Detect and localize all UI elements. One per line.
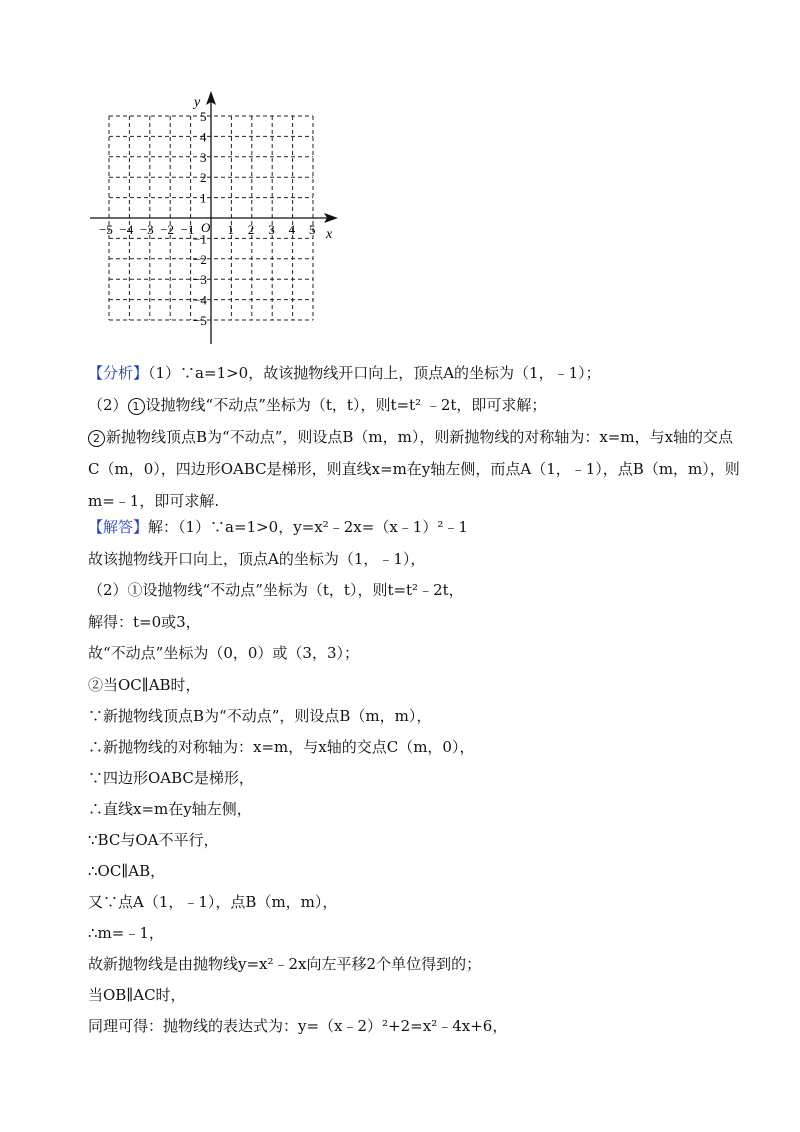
y-tick-label: −5 bbox=[193, 313, 207, 328]
y-tick-label: −1 bbox=[193, 231, 207, 247]
y-tick-label: −3 bbox=[193, 272, 207, 288]
analysis-text-2b: 设抛物线“不动点”坐标为（t，t），则t=t² ﹣2t，即可求解； bbox=[145, 396, 547, 414]
x-tick-label: 2 bbox=[247, 222, 255, 237]
solution-line-10: ∵BC与OA不平行， bbox=[88, 831, 219, 849]
analysis-text-1: （1）∵a=1>0，故该抛物线开口向上，顶点A的坐标为（1，﹣1）； bbox=[148, 364, 601, 382]
x-tick-label: 1 bbox=[227, 222, 234, 237]
solution-line-2: （2）①设抛物线“不动点”坐标为（t，t），则t=t²﹣2t， bbox=[88, 581, 464, 599]
analysis-line-3 bbox=[88, 427, 733, 447]
y-tick-label: −2 bbox=[193, 251, 207, 267]
solution-line-0 bbox=[88, 517, 468, 537]
solution-line-7: ∴新抛物线的对称轴为：x=m，与x轴的交点C（m，0）， bbox=[88, 738, 475, 756]
x-axis-label: x bbox=[326, 227, 333, 242]
x-tick-label: −2 bbox=[160, 222, 175, 237]
circled-number-1: 1 bbox=[128, 398, 145, 415]
solution-line-14: 故新抛物线是由抛物线y=x²﹣2x向左平移2个单位得到的； bbox=[88, 955, 482, 973]
analysis-line-2 bbox=[88, 395, 546, 415]
y-tick-label: 1 bbox=[200, 190, 207, 206]
analysis-line-5: m=﹣1，即可求解. bbox=[88, 492, 220, 510]
axes bbox=[90, 91, 338, 344]
coordinate-grid-figure bbox=[88, 88, 348, 348]
origin-label: O bbox=[201, 220, 211, 235]
analysis-text-3: 新抛物线顶点B为“不动点”，则设点B（m，m），则新抛物线的对称轴为：x=m，与x轴的交点 bbox=[106, 428, 734, 446]
solution-line-1: 故该抛物线开口向上，顶点A的坐标为（1，﹣1）， bbox=[88, 550, 426, 568]
solution-line-6: ∵新抛物线顶点B为“不动点”，则设点B（m，m）， bbox=[88, 707, 432, 725]
solution-line-8: ∵四边形OABC是梯形， bbox=[88, 769, 254, 787]
y-tick-label: −4 bbox=[193, 292, 207, 308]
x-tick-label: −1 bbox=[180, 222, 195, 237]
circled-number-2: 2 bbox=[88, 430, 105, 447]
solution-text-0: 解：（1）∵a=1>0，y=x²﹣2x=（x﹣1）²﹣1 bbox=[148, 518, 468, 536]
x-tick-label: −3 bbox=[139, 222, 154, 237]
solution-line-9: ∴直线x=m在y轴左侧， bbox=[88, 800, 252, 818]
y-tick-label: 4 bbox=[200, 129, 207, 145]
solution-tag: 【解答】 bbox=[88, 518, 149, 536]
solution-line-3: 解得：t=0或3， bbox=[88, 613, 201, 631]
x-tick-label: −5 bbox=[99, 222, 113, 237]
y-tick-label: 5 bbox=[200, 109, 207, 124]
analysis-tag: 【分析】 bbox=[88, 364, 149, 382]
y-tick-label: 3 bbox=[200, 149, 207, 165]
analysis-line-1 bbox=[88, 363, 601, 383]
y-axis-label: y bbox=[194, 95, 201, 110]
solution-line-5: ②当OC∥AB时， bbox=[88, 676, 201, 694]
analysis-line-4: C（m，0），四边形OABC是梯形，则直线x=m在y轴左侧，而点A（1，﹣1），点B（m，m），则 bbox=[88, 460, 740, 478]
solution-line-11: ∴OC∥AB， bbox=[88, 862, 166, 880]
solution-line-13: ∴m=﹣1， bbox=[88, 924, 164, 942]
solution-line-16: 同理可得：抛物线的表达式为：y=（x﹣2）²+2=x²﹣4x+6， bbox=[88, 1017, 508, 1035]
y-tick-label: 2 bbox=[200, 170, 207, 186]
x-tick-label: 5 bbox=[309, 222, 316, 237]
x-tick-label: 4 bbox=[288, 222, 296, 237]
x-tick-label: 3 bbox=[268, 222, 275, 237]
solution-line-15: 当OB∥AC时， bbox=[88, 986, 186, 1004]
analysis-text-2a: （2） bbox=[88, 396, 128, 414]
x-tick-label: −4 bbox=[119, 222, 134, 237]
solution-line-12: 又∵点A（1，﹣1），点B（m，m）， bbox=[88, 893, 338, 911]
solution-line-4: 故“不动点”坐标为（0，0）或（3，3）； bbox=[88, 644, 360, 662]
